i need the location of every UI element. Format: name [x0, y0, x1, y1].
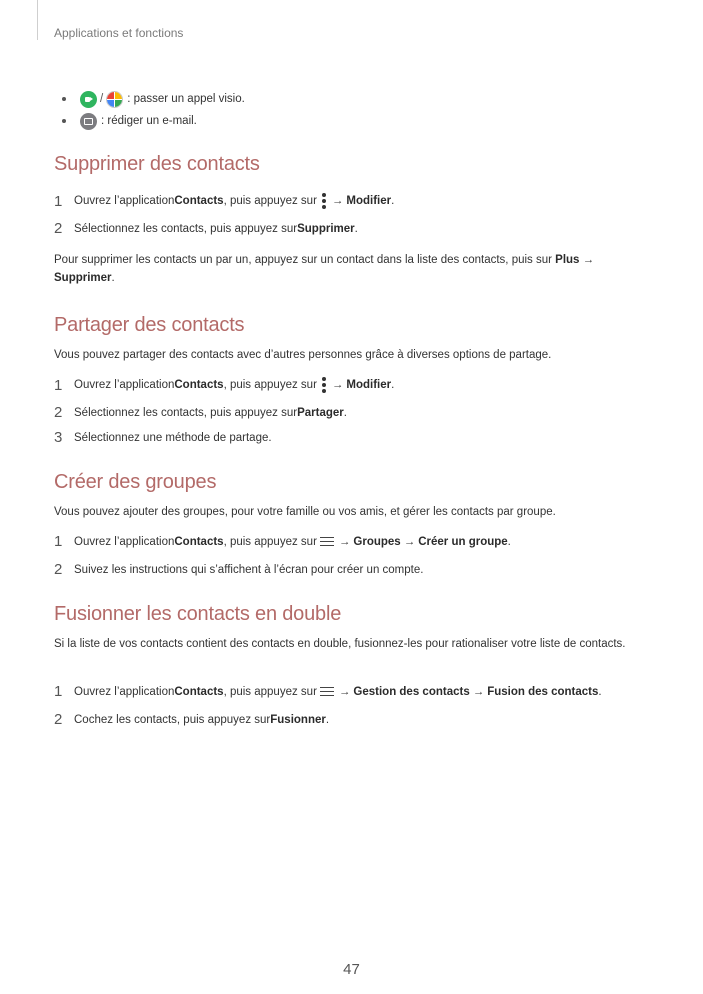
groups-intro: Vous pouvez ajouter des groupes, pour votre famille ou vos amis, et gérer les contacts par groupe. [54, 506, 556, 518]
step-number: 2 [54, 220, 63, 237]
step-text: Sélectionnez les contacts, puis appuyez sur [74, 406, 298, 419]
step-text: Ouvrez l’application [74, 379, 175, 391]
step-text: . [598, 685, 602, 698]
step-text: . [507, 535, 511, 548]
more-options-icon [319, 376, 329, 394]
bullet-dot [62, 119, 66, 123]
note-bold: Plus [555, 254, 580, 266]
step-share-1 [54, 376, 394, 394]
section-title-delete: Supprimer des contacts [54, 153, 260, 175]
arrow: → [403, 535, 416, 548]
step-text: Ouvrez l’application [74, 195, 175, 207]
header-rule [37, 0, 38, 40]
step-merge-2 [54, 711, 329, 728]
step-bold: Contacts [174, 535, 224, 548]
step-groups-2 [54, 561, 423, 578]
delete-note [54, 251, 646, 287]
step-number: 2 [54, 711, 63, 728]
section-title-merge: Fusionner les contacts en double [54, 603, 342, 625]
step-bold: Fusion des contacts [487, 685, 599, 698]
section-title-share: Partager des contacts [54, 314, 245, 336]
step-bold: Gestion des contacts [353, 685, 470, 698]
step-text: Suivez les instructions qui s’affichent à l’écran pour créer un compte. [74, 563, 424, 576]
step-bold: Modifier [346, 379, 392, 391]
step-text: . [325, 713, 330, 726]
bullet-list [58, 88, 245, 132]
menu-icon [320, 686, 334, 698]
step-delete-2 [54, 220, 358, 237]
step-text: , puis appuyez sur [223, 379, 317, 391]
step-groups-1 [54, 533, 511, 550]
step-bold: Partager [297, 406, 344, 419]
page-header: Applications et fonctions [54, 26, 184, 40]
step-text: , puis appuyez sur [223, 685, 317, 698]
arrow: → [331, 195, 344, 207]
more-options-icon [319, 192, 329, 210]
step-bold: Fusionner [270, 713, 326, 726]
step-bold: Créer un groupe [418, 535, 508, 548]
step-number: 2 [54, 404, 63, 421]
step-text: , puis appuyez sur [223, 535, 317, 548]
step-share-3 [54, 429, 272, 446]
step-delete-1 [54, 192, 394, 210]
slash-separator: / [100, 93, 104, 105]
section-title-groups: Créer des groupes [54, 471, 217, 493]
step-text: . [343, 406, 347, 419]
note-bold: Supprimer [54, 272, 112, 284]
step-number: 1 [54, 376, 63, 394]
bullet-text: : rédiger un e-mail. [101, 115, 197, 127]
email-icon [80, 113, 97, 130]
menu-icon [320, 536, 334, 548]
step-number: 1 [54, 533, 63, 550]
duo-icon [106, 91, 123, 108]
arrow: → [338, 685, 351, 698]
merge-intro: Si la liste de vos contacts contient des contacts en double, fusionnez-les pour rationaliser votre liste de contacts. [54, 638, 626, 650]
arrow: → [338, 535, 351, 548]
step-text: Sélectionnez une méthode de partage. [74, 431, 272, 444]
step-text: . [391, 379, 395, 391]
bullet-dot [62, 97, 66, 101]
step-text: Cochez les contacts, puis appuyez sur [74, 713, 271, 726]
arrow: → [472, 685, 485, 698]
video-call-icon [80, 91, 97, 108]
bullet-text: : passer un appel visio. [127, 93, 245, 105]
step-bold: Contacts [174, 379, 224, 391]
bullet-email [58, 110, 245, 132]
step-share-2 [54, 404, 347, 421]
step-merge-1 [54, 683, 602, 700]
note-text: . [111, 272, 115, 284]
arrow: → [331, 379, 344, 391]
page-number: 47 [343, 961, 360, 978]
step-bold: Groupes [353, 535, 401, 548]
step-number: 1 [54, 683, 63, 700]
step-text: . [354, 222, 358, 235]
note-text: Pour supprimer les contacts un par un, appuyez sur un contact dans la liste des contacts, puis sur [54, 254, 556, 266]
step-text: . [391, 195, 395, 207]
step-bold: Modifier [346, 195, 392, 207]
bullet-video-call [58, 88, 245, 110]
step-text: Sélectionnez les contacts, puis appuyez sur [74, 222, 298, 235]
step-text: , puis appuyez sur [223, 195, 317, 207]
share-intro: Vous pouvez partager des contacts avec d’autres personnes grâce à diverses options de partage. [54, 349, 552, 361]
arrow: → [582, 254, 595, 266]
step-number: 3 [54, 429, 63, 446]
step-number: 1 [54, 192, 63, 210]
step-bold: Contacts [174, 195, 224, 207]
step-bold: Contacts [174, 685, 224, 698]
step-text: Ouvrez l’application [74, 535, 175, 548]
step-number: 2 [54, 561, 63, 578]
step-bold: Supprimer [297, 222, 355, 235]
step-text: Ouvrez l’application [74, 685, 175, 698]
